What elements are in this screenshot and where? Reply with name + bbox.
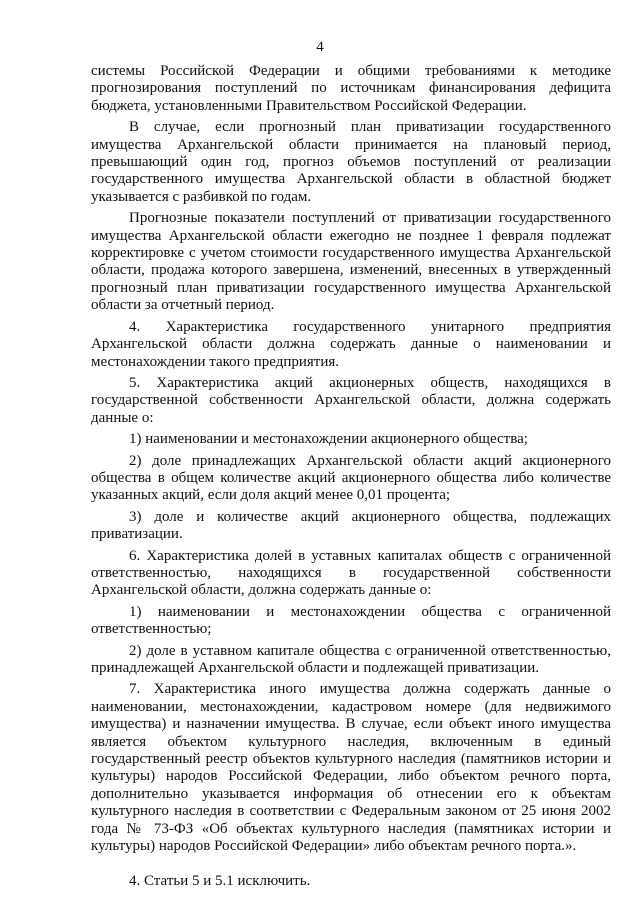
paragraph-continuation: системы Российской Федерации и общими требованиями к методике прогнозирования поступлений по источникам финансирования дефицита бюджета, установленными Правительством Российской Федерации. <box>91 63 611 114</box>
paragraph-item-6: 6. Характеристика долей в уставных капиталах обществ с ограниченной ответственностью, находящихся в государственной собственности Архангельской области, должна содержать данные о: <box>91 547 611 599</box>
paragraph-item-5-sub-3: 3) доле и количестве акций акционерного общества, подлежащих приватизации. <box>91 508 611 543</box>
paragraph-item-6-sub-1: 1) наименовании и местонахождении общества с ограниченной ответственностью; <box>91 603 611 638</box>
paragraph-item-6-sub-2: 2) доле в уставном капитале общества с ограниченной ответственностью, принадлежащей Архангельской области и подлежащей приватизации. <box>91 642 611 676</box>
paragraph-item-5: 5. Характеристика акций акционерных обществ, находящихся в государственной собственности Архангельской области, должна содержать данные о: <box>91 374 611 426</box>
paragraph-forecast-correction: Прогнозные показатели поступлений от приватизации государственного имущества Архангельской области ежегодно не позднее 1 февраля подлежат корректировке с учетом стоимости государственного имущества Архангельской области, продажа которого завершена, изменений, внесенных в утвержденный прогнозный план приватизации государственного имущества Архангельской области за отчетный период. <box>91 210 611 314</box>
paragraph-item-5-sub-2: 2) доле принадлежащих Архангельской области акций акционерного общества в общем количестве акций акционерного общества либо количестве указанных акций, если доля акций менее 0,01 процента; <box>91 452 611 504</box>
paragraph-plan-period: В случае, если прогнозный план приватизации государственного имущества Архангельской области принимается на плановый период, превышающий один год, прогноз объемов поступлений от реализации государственного имущества Архангельской области в областной бюджет указывается с разбивкой по годам. <box>91 119 611 205</box>
page-number: 4 <box>316 39 324 55</box>
paragraph-item-4: 4. Характеристика государственного унитарного предприятия Архангельской области должна содержать данные о наименовании и местонахождении такого предприятия. <box>91 318 611 370</box>
paragraph-amendment-4: 4. Статьи 5 и 5.1 исключить. <box>129 873 311 890</box>
document-body <box>91 63 611 895</box>
paragraph-item-5-sub-1: 1) наименовании и местонахождении акционерного общества; <box>129 431 528 448</box>
paragraph-item-7: 7. Характеристика иного имущества должна содержать данные о наименовании, местонахождении, кадастровом номере (для недвижимого имущества) и назначении имущества. В случае, если объект иного имущества является объектом культурного наследия, включенным в единый государственный реестр объектов культурного наследия (памятников истории и культуры) народов Российской Федерации, либо объектом речного порта, дополнительно указывается информация об отнесении его к объектам культурного наследия в соответствии с Федеральным законом от 25 июня 2002 года № 73-ФЗ «Об объектах культурного наследия (памятниках истории и культуры) народов Российской Федерации» либо объектам речного порта.». <box>91 681 611 855</box>
